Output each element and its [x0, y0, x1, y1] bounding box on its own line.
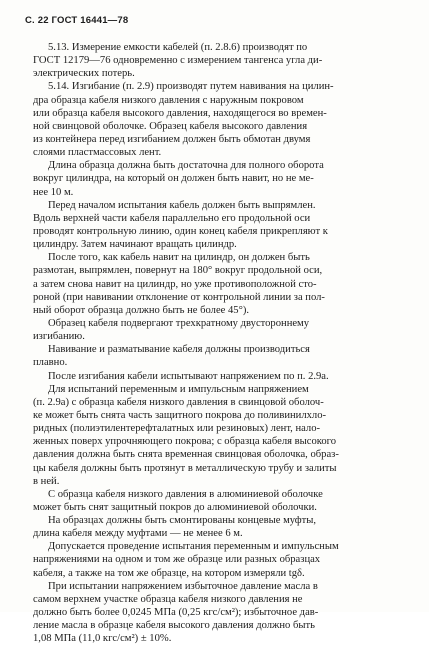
text-line: женных поверх упрочняющего покрова; с образца кабеля высокого: [33, 436, 337, 448]
text-line: После того, как кабель навит на цилиндр, он должен быть: [48, 252, 310, 264]
text-line: Допускается проведение испытания переменным и импульсным: [48, 541, 339, 553]
text-line: длина кабеля между муфтами — не менее 6 м.: [33, 528, 243, 540]
text-line: 5.14. Изгибание (п. 2.9) производят путем навивания на цилин-: [48, 81, 334, 93]
text-line: Для испытаний переменным и импульсным напряжением: [48, 383, 309, 395]
text-line: дра образца кабеля низкого давления с наружным покровом: [33, 94, 304, 106]
text-line: Образец кабеля подвергают трехкратному двустороннему: [48, 317, 310, 329]
text-line: нее 10 м.: [33, 186, 74, 198]
document-body: [33, 41, 398, 645]
text-line: ный оборот образца должно быть не более 45°).: [33, 304, 250, 316]
text-line: С образца кабеля низкого давления в алюминиевой оболочке: [48, 488, 323, 500]
text-line: 5.13. Измерение емкости кабелей (п. 2.8.6) производят по: [48, 42, 308, 53]
text-line: должно быть более 0,0245 МПа (0,25 кгс/см²); избыточное дав-: [33, 607, 319, 619]
text-line: 1,08 МПа (11,0 кгс/см²) ± 10%.: [33, 633, 172, 645]
text-line: роной (при навивании отклонение от контрольной линии за пол-: [33, 291, 325, 303]
page-header: С. 22 ГОСТ 16441—78: [25, 15, 129, 26]
text-line: ной свинцовой оболочке. Образец кабеля высокого давления: [33, 120, 308, 132]
text-line: цилиндру. Затем начинают вращать цилиндр.: [33, 239, 237, 251]
text-line: размотан, выпрямлен, повернут на 180° вокруг продольной оси,: [33, 265, 323, 277]
text-line: ке может быть снята часть защитного покрова до поливинилхло-: [33, 409, 327, 421]
text-line: ГОСТ 12179—76 одновременно с измерением тангенса угла ди-: [33, 55, 323, 67]
text-line: электрических потерь.: [33, 68, 135, 80]
text-line: слоями пластмассовых лент.: [33, 147, 162, 159]
text-line: Перед началом испытания кабель должен быть выпрямлен.: [48, 199, 316, 211]
text-line: может быть снят защитный покров до алюминиевой оболочки.: [33, 501, 317, 513]
text-line: вокруг цилиндра, на который он должен быть навит, но не ме-: [33, 173, 314, 185]
text-line: или образца кабеля высокого давления, находящегося во времен-: [33, 107, 327, 119]
text-line: проводят контрольную линию, один конец кабеля прикрепляют к: [33, 225, 328, 237]
text-line: ридных (полиэтилентерефталатных или резиновых) лент, нало-: [33, 423, 321, 435]
text-line: напряжениями на одном и том же образце или разных образцах: [33, 554, 321, 566]
text-line: (п. 2.9а) с образца кабеля низкого давления в свинцовой оболоч-: [33, 396, 324, 408]
text-line: в ней.: [33, 475, 60, 487]
text-line: Длина образца должна быть достаточна для полного оборота: [48, 160, 324, 172]
text-line: самом верхнем участке образца кабеля низкого давления не: [33, 593, 303, 605]
text-line: плавно.: [33, 357, 68, 369]
text-line: изгибанию.: [33, 331, 85, 343]
text-line: кабеля, а также на том же образце, на котором измеряли tgδ.: [33, 567, 305, 579]
text-line: ление масла в образце кабеля высокого давления должно быть: [33, 620, 315, 632]
text-line: давления должна быть снята временная свинцовая оболочка, образ-: [33, 449, 339, 461]
text-line: цы кабеля должны быть протянут в металлическую трубу и залиты: [33, 462, 337, 474]
text-line: Навивание и разматывание кабеля должны производиться: [48, 344, 310, 356]
text-line: Вдоль верхней части кабеля параллельно его продольной оси: [33, 212, 311, 224]
text-line: На образцах должны быть смонтированы концевые муфты,: [48, 515, 317, 527]
text-line: а затем снова навит на цилиндр, но уже противоположной сто-: [33, 278, 317, 290]
text-line: При испытании напряжением избыточное давление масла в: [48, 580, 318, 592]
text-line: После изгибания кабели испытывают напряжением по п. 2.9а.: [48, 370, 329, 382]
text-line: из контейнера перед изгибанием должен быть обмотан двумя: [33, 133, 311, 145]
